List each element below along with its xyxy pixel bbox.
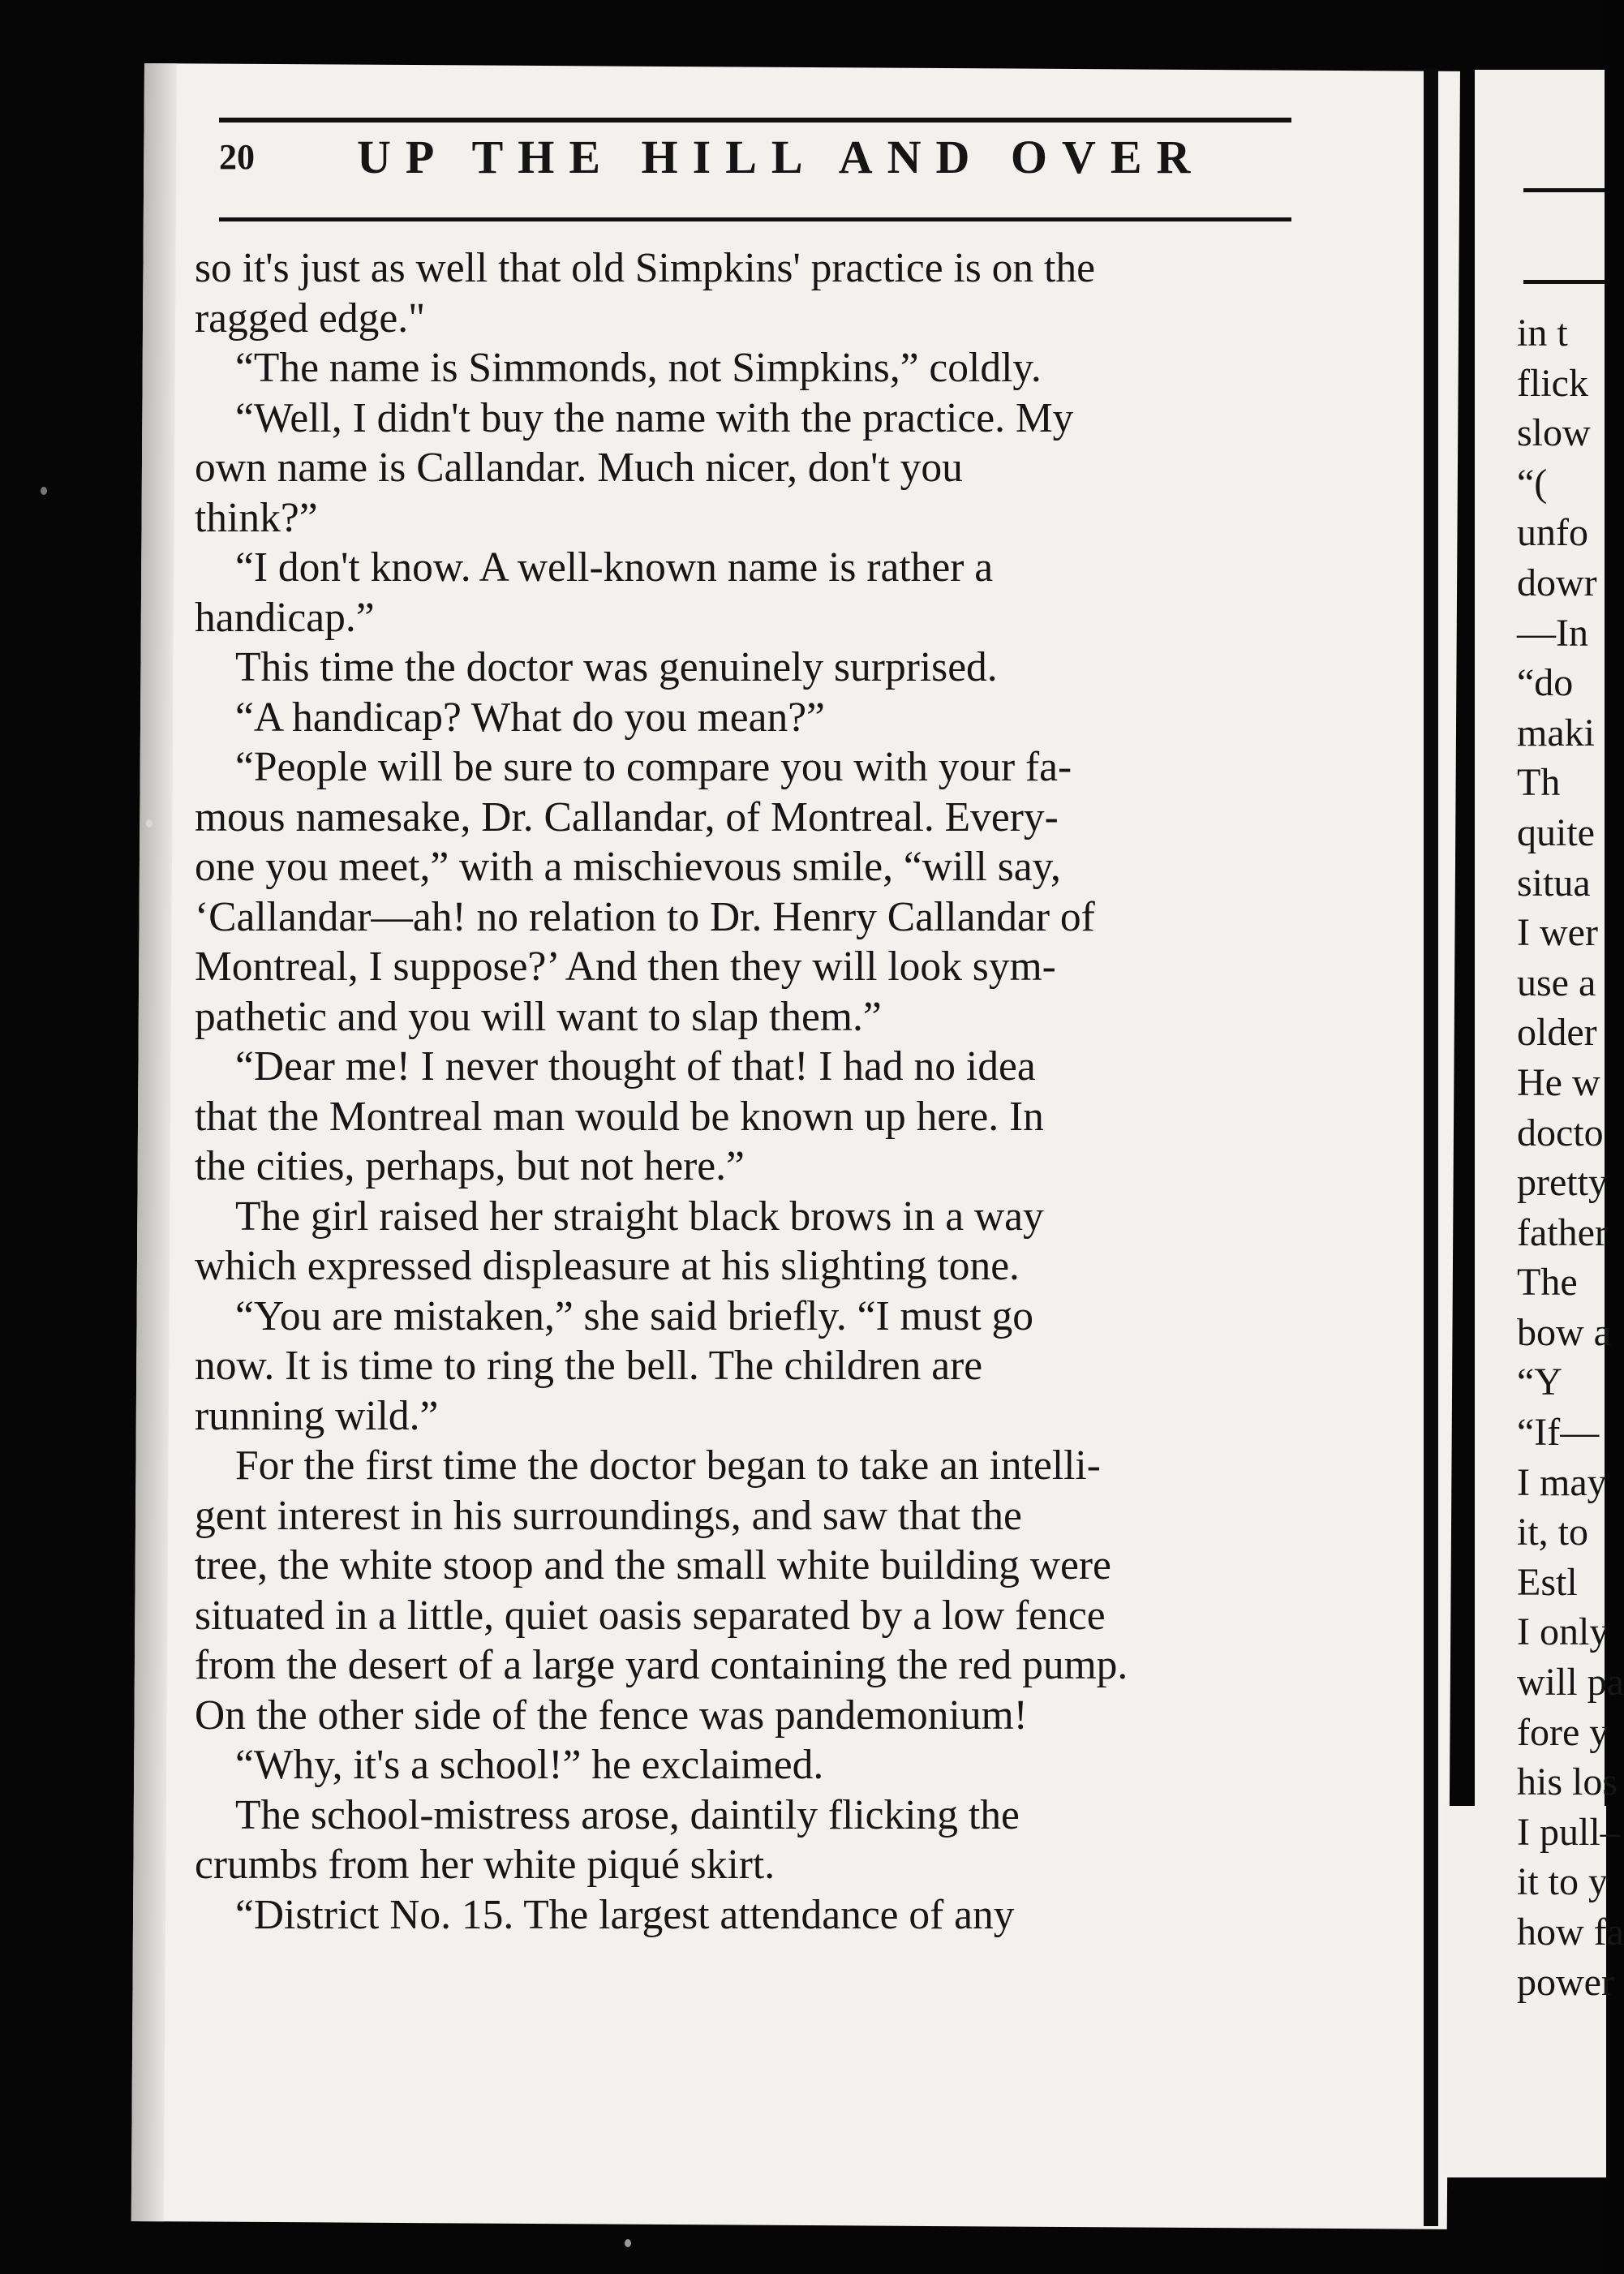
text-line: which expressed displeasure at his slighting tone.: [195, 1243, 1020, 1289]
paragraph: [195, 693, 1298, 743]
text-line: gent interest in his surroundings, and saw that the: [195, 1492, 1022, 1539]
right-page-fragment: situa: [1517, 861, 1591, 905]
text-line: one you meet,” with a mischievous smile, “will say,: [195, 844, 1061, 890]
header-rule-bottom: [219, 217, 1291, 221]
right-page-fragment: it to y: [1517, 1860, 1609, 1904]
right-page-fragment: how fa: [1517, 1911, 1624, 1954]
paragraph: [195, 1042, 1298, 1192]
text-line: “District No. 15. The largest attendance of any: [235, 1891, 1015, 1938]
right-page-fragment: “If—: [1517, 1411, 1600, 1455]
paragraph: [195, 1890, 1298, 1941]
text-line: crumbs from her white piqué skirt.: [195, 1842, 775, 1888]
paragraph: [195, 343, 1298, 393]
right-header-rule-top: [1523, 188, 1605, 192]
page-gutter: [1424, 68, 1438, 2226]
right-page-fragment: will pa: [1517, 1661, 1624, 1704]
text-line: ‘Callandar—ah! no relation to Dr. Henry Callandar of: [195, 893, 1095, 940]
right-page-fragment: Th: [1517, 761, 1561, 805]
right-page-fragment: The: [1517, 1261, 1578, 1305]
right-page-fragment: I pull–: [1517, 1810, 1620, 1854]
right-page-fragment: his los: [1517, 1760, 1618, 1804]
right-page-fragment: dowr: [1517, 561, 1597, 604]
text-line: mous namesake, Dr. Callandar, of Montreal. Every-: [195, 793, 1059, 840]
scan-speck: [41, 487, 47, 495]
right-page-fragment: flick: [1517, 361, 1588, 405]
text-line: “Why, it's a school!” he exclaimed.: [235, 1742, 824, 1788]
paragraph: [195, 243, 1298, 343]
text-line: The school-mistress arose, daintily flicking the: [235, 1791, 1020, 1838]
paragraph: [195, 643, 1298, 693]
text-line: “The name is Simmonds, not Simpkins,” coldly.: [235, 345, 1042, 391]
body-text: [195, 243, 1298, 1940]
scan-speck: [625, 2239, 631, 2247]
right-page-fragment: fore y: [1517, 1710, 1609, 1754]
text-line: situated in a little, quiet oasis separated by a low fence: [195, 1592, 1106, 1639]
text-line: think?”: [195, 494, 318, 541]
text-line: the cities, perhaps, but not here.”: [195, 1143, 745, 1189]
text-line: This time the doctor was genuinely surprised.: [235, 644, 998, 690]
text-line: that the Montreal man would be known up here. In: [195, 1093, 1044, 1140]
right-page-fragment: older: [1517, 1011, 1597, 1055]
text-line: now. It is time to ring the bell. The children are: [195, 1343, 983, 1389]
right-page-fragment: “do: [1517, 661, 1574, 705]
text-line: For the first time the doctor began to take an intelli-: [235, 1442, 1101, 1489]
paragraph: [195, 1292, 1298, 1442]
right-header-rule-bottom: [1523, 280, 1605, 284]
text-line: pathetic and you will want to slap them.”: [195, 993, 882, 1040]
text-line: from the desert of a large yard containing the red pump.: [195, 1642, 1128, 1688]
header-rule-top: [219, 118, 1291, 123]
text-line: “A handicap? What do you mean?”: [235, 694, 825, 741]
text-line: “Dear me! I never thought of that! I had no idea: [235, 1043, 1036, 1090]
running-head: UP THE HILL AND OVER: [357, 131, 1205, 183]
text-line: own name is Callandar. Much nicer, don't you: [195, 445, 963, 491]
scan-speck: [146, 819, 153, 827]
paragraph: [195, 1790, 1298, 1890]
right-page-fragment: power: [1517, 1960, 1614, 2004]
right-page-fragment: Estl: [1517, 1560, 1578, 1604]
text-line: tree, the white stoop and the small white building were: [195, 1542, 1111, 1588]
right-page-fragment: —In: [1517, 611, 1588, 655]
right-page-text: [1517, 308, 1624, 2007]
right-page-fragment: docto: [1517, 1111, 1604, 1154]
paragraph: [195, 1441, 1298, 1740]
text-line: ragged edge.": [195, 294, 426, 342]
right-page-fragment: “(: [1517, 461, 1548, 505]
text-line: handicap.”: [195, 594, 375, 641]
text-line: Montreal, I suppose?’ And then they will look sym-: [195, 944, 1056, 990]
right-page-fragment: “Y: [1517, 1361, 1562, 1404]
right-page-fragment: I only: [1517, 1610, 1609, 1654]
text-line: “You are mistaken,” she said briefly. “I must go: [235, 1292, 1034, 1339]
text-line: so it's just as well that old Simpkins' practice is on the: [195, 245, 1095, 291]
text-line: The girl raised her straight black brows in a way: [235, 1193, 1044, 1240]
paragraph: [195, 1740, 1298, 1790]
right-page-fragment: bow a: [1517, 1310, 1611, 1354]
right-page-fragment: unfo: [1517, 511, 1588, 555]
paragraph: [195, 543, 1298, 643]
page-number: 20: [219, 137, 255, 177]
right-page-fragment: maki: [1517, 711, 1595, 754]
right-page-fragment: in t: [1517, 312, 1568, 355]
right-page-fragment: it, to: [1517, 1511, 1589, 1554]
right-page-fragment: I wer: [1517, 911, 1598, 955]
text-line: On the other side of the fence was pandemonium!: [195, 1692, 1028, 1739]
paragraph: [195, 742, 1298, 1042]
paragraph: [195, 393, 1298, 544]
text-line: “People will be sure to compare you with your fa-: [235, 744, 1072, 790]
right-page-fragment: I may: [1517, 1460, 1607, 1504]
text-line: running wild.”: [195, 1392, 439, 1439]
right-page-fragment: slow: [1517, 411, 1591, 455]
right-page-fragment: quite: [1517, 810, 1595, 854]
text-line: “I don't know. A well-known name is rather a: [235, 544, 994, 591]
right-page-fragment: He w: [1517, 1060, 1600, 1104]
right-page-fragment: pretty: [1517, 1161, 1608, 1205]
right-page-fragment: father: [1517, 1210, 1608, 1254]
right-page-fragment: use a: [1517, 961, 1596, 1004]
text-line: “Well, I didn't buy the name with the practice. My: [235, 394, 1074, 441]
paragraph: [195, 1192, 1298, 1292]
